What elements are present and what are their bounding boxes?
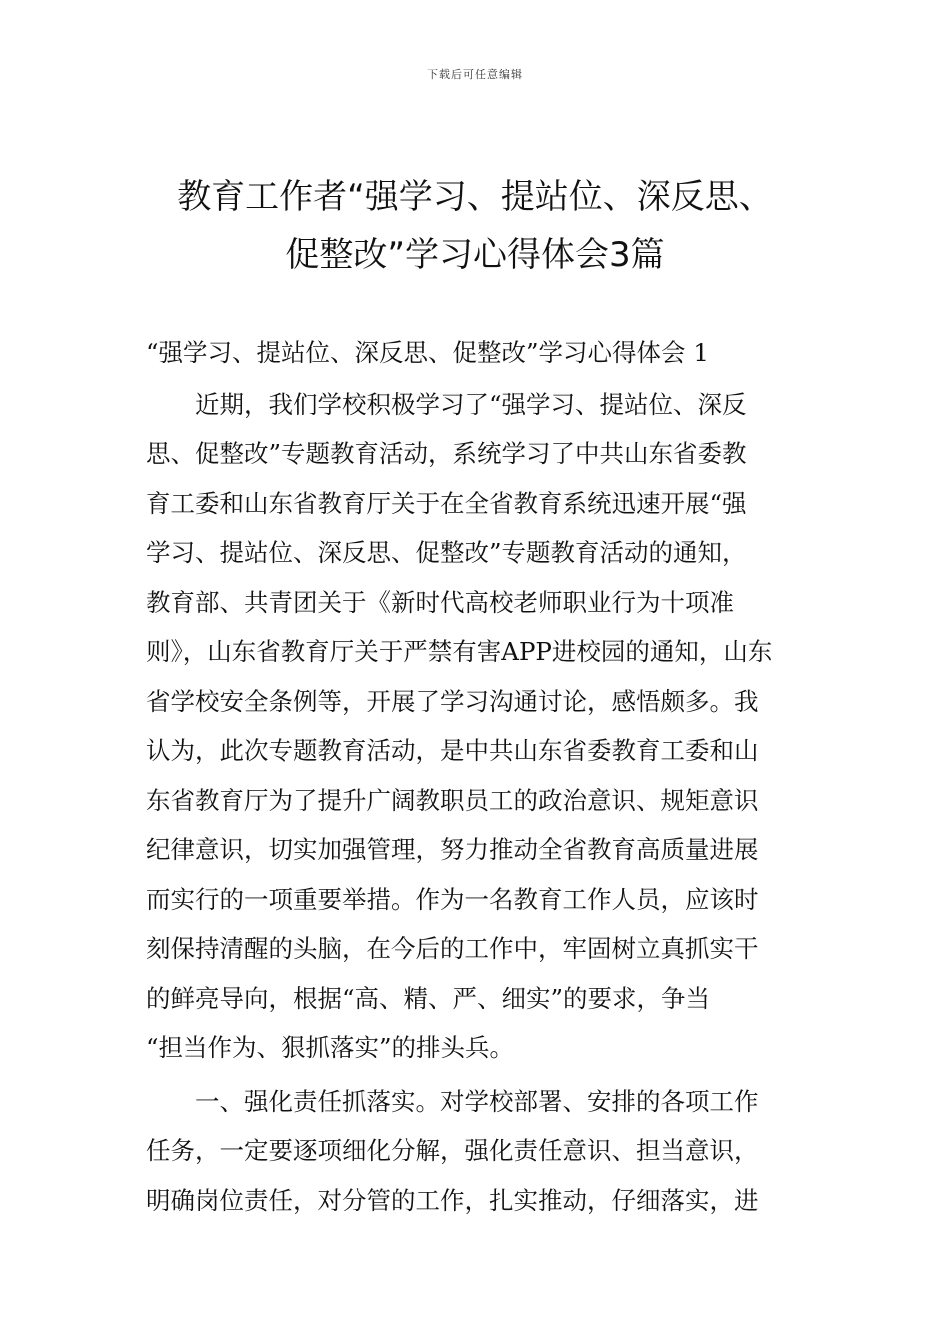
paragraph-1 <box>146 380 810 1073</box>
document-title <box>100 168 850 284</box>
header-note: 下载后可任意编辑 <box>427 68 523 81</box>
paragraph-line: 而实行的一项重要举措。作为一名教育工作人员，应该时 <box>146 884 759 914</box>
paragraph-line: “担当作为、狠抓落实”的排头兵。 <box>146 1033 515 1062</box>
title-line-2: 促整改”学习心得体会3篇 <box>285 235 665 275</box>
section-subheading: “强学习、提站位、深反思、促整改”学习心得体会 1 <box>146 338 709 367</box>
paragraph-line: 省学校安全条例等，开展了学习沟通讨论，感悟颇多。我 <box>146 686 759 716</box>
paragraph-line: 育工委和山东省教育厅关于在全省教育系统迅速开展“强 <box>146 488 747 518</box>
paragraph-line: 近期，我们学校积极学习了“强学习、提站位、深反 <box>195 389 747 419</box>
paragraph-line: 纪律意识，切实加强管理，努力推动全省教育高质量进展 <box>146 835 759 864</box>
paragraph-line: 的鲜亮导向，根据“高、精、严、细实”的要求，争当 <box>146 983 711 1013</box>
paragraph-line: 认为，此次专题教育活动，是中共山东省委教育工委和山 <box>146 736 759 765</box>
paragraph-line: 学习、提站位、深反思、促整改”专题教育活动的通知， <box>146 538 747 567</box>
paragraph-line: 则》，山东省教育厅关于严禁有害APP进校园的通知，山东 <box>146 637 773 666</box>
paragraph-line: 教育部、共青团关于《新时代高校老师职业行为十项准 <box>146 587 734 617</box>
paragraph-2 <box>146 1077 810 1226</box>
paragraph-line: 明确岗位责任，对分管的工作，扎实推动，仔细落实，进 <box>146 1185 759 1215</box>
title-line-1: 教育工作者“强学习、提站位、深反思、 <box>177 177 773 217</box>
paragraph-line: 东省教育厅为了提升广阔教职员工的政治意识、规矩意识 <box>146 785 759 815</box>
paragraph-line: 任务，一定要逐项细化分解，强化责任意识、担当意识， <box>146 1136 759 1165</box>
paragraph-line: 一、强化责任抓落实。对学校部署、安排的各项工作 <box>195 1086 759 1116</box>
article-body <box>146 328 810 1225</box>
paragraph-line: 刻保持清醒的头脑，在今后的工作中，牢固树立真抓实干 <box>146 934 759 963</box>
paragraph-line: 思、促整改”专题教育活动，系统学习了中共山东省委教 <box>146 439 747 468</box>
